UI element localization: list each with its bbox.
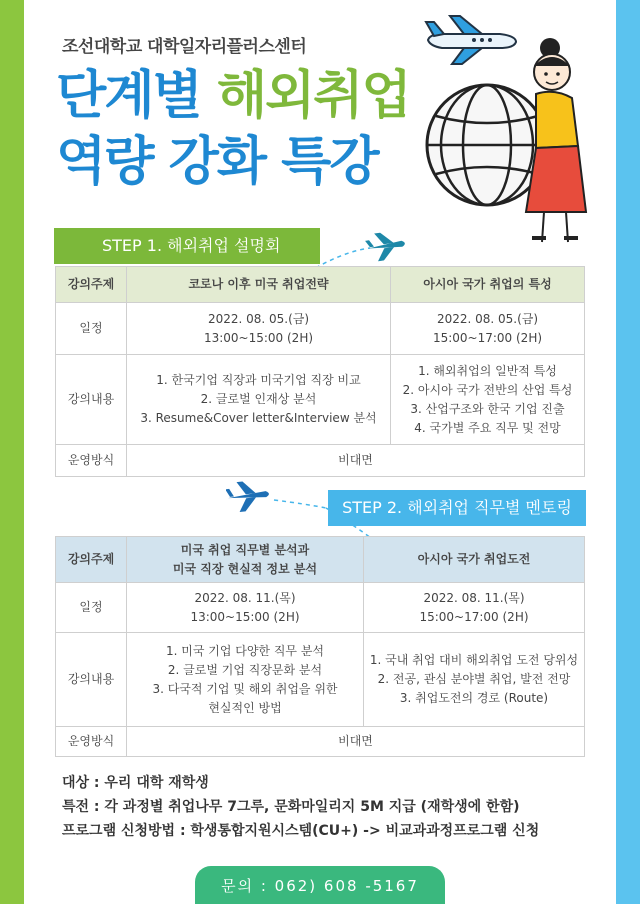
content-line: 2. 글로벌 인재상 분석 (200, 392, 317, 406)
content-line: 2. 아시아 국가 전반의 산업 특성 (402, 382, 573, 397)
table-row (56, 355, 585, 445)
table-row (56, 303, 585, 355)
step1-table (55, 266, 585, 477)
title-part2: 해외취업 (216, 66, 410, 126)
content-line: 3. Resume&Cover letter&Interview 분석 (140, 411, 377, 425)
schedule-date: 2022. 08. 11.(목) (194, 590, 296, 605)
row-label-topic: 강의주제 (56, 537, 127, 583)
step1-method: 비대면 (127, 445, 585, 477)
content-line: 3. 취업도전의 경로 (Route) (399, 691, 549, 705)
table-row (56, 633, 585, 727)
content-line: 1. 미국 기업 다양한 직무 분석 (165, 643, 325, 658)
step2-method: 비대면 (127, 727, 585, 757)
content-line: 3. 산업구조와 한국 기업 진출 (410, 401, 565, 416)
step2-schedule-1 (127, 583, 364, 633)
schedule-time: 13:00~15:00 (2H) (203, 330, 314, 345)
schedule-date: 2022. 08. 11.(목) (423, 590, 525, 605)
table-row (56, 267, 585, 303)
step2-content-1 (127, 633, 364, 727)
target-info: 대상 : 우리 대학 재학생 (62, 775, 209, 791)
row-label-schedule: 일정 (56, 303, 127, 355)
apply-info: 프로그램 신청방법 : 학생통합지원시스템(CU+) -> 비교과과정프로그램 신청 (62, 823, 540, 839)
step1-topic-2: 아시아 국가 취업의 특성 (391, 267, 585, 303)
step1-schedule-1 (127, 303, 391, 355)
schedule-date: 2022. 08. 05.(금) (207, 311, 310, 326)
step1-topic-1: 코로나 이후 미국 취업전략 (127, 267, 391, 303)
row-label-topic: 강의주제 (56, 267, 127, 303)
row-label-schedule: 일정 (56, 583, 127, 633)
schedule-time: 13:00~15:00 (2H) (190, 609, 300, 624)
left-green-stripe (0, 0, 24, 904)
content-line: 2. 글로벌 기업 직장문화 분석 (167, 662, 323, 677)
content-line: 1. 해외취업의 일반적 특성 (418, 363, 557, 378)
step2-banner: STEP 2. 해외취업 직무별 멘토링 (328, 490, 586, 526)
content-line: 1. 국내 취업 대비 해외취업 도전 당위성 (369, 653, 579, 667)
step2-topic-2: 아시아 국가 취업도전 (364, 537, 585, 583)
table-row (56, 583, 585, 633)
step2-topic-1 (127, 537, 364, 583)
row-label-content: 강의내용 (56, 355, 127, 445)
center-name: 조선대학교 대학일자리플러스센터 (62, 37, 307, 57)
row-label-method: 운영방식 (56, 445, 127, 477)
content-line: 1. 한국기업 직장과 미국기업 직장 비교 (156, 373, 361, 387)
woman-illustration (514, 36, 594, 246)
step1-content-2 (391, 355, 585, 445)
step1-schedule-2 (391, 303, 585, 355)
main-title-line1 (56, 66, 410, 126)
topic-line: 미국 직장 현실적 정보 분석 (172, 561, 318, 576)
content-line: 2. 전공, 관심 분야별 취업, 발전 전망 (377, 672, 571, 686)
schedule-time: 15:00~17:00 (2H) (419, 609, 529, 624)
title-part1: 단계별 (56, 66, 201, 126)
content-line: 3. 다국적 기업 및 해외 취업을 위한 (152, 681, 338, 696)
airplane-icon (420, 14, 520, 66)
schedule-date: 2022. 08. 05.(금) (436, 311, 539, 326)
right-blue-stripe (616, 0, 640, 904)
schedule-time: 15:00~17:00 (2H) (432, 330, 543, 345)
step2-schedule-2 (364, 583, 585, 633)
step1-banner: STEP 1. 해외취업 설명회 (54, 228, 320, 264)
step2-table (55, 536, 585, 757)
table-row (56, 445, 585, 477)
main-title-line2: 역량 강화 특강 (56, 132, 378, 192)
table-row (56, 727, 585, 757)
contact-banner: 문의 : 062) 608 -5167 (195, 866, 445, 904)
step1-content-1 (127, 355, 391, 445)
table-row (56, 537, 585, 583)
row-label-method: 운영방식 (56, 727, 127, 757)
content-line: 현실적인 방법 (208, 700, 282, 715)
topic-line: 미국 취업 직무별 분석과 (180, 542, 310, 557)
step2-content-2 (364, 633, 585, 727)
airplane-icon (226, 479, 270, 513)
row-label-content: 강의내용 (56, 633, 127, 727)
content-line: 4. 국가별 주요 직무 및 전망 (414, 420, 561, 435)
benefit-info: 특전 : 각 과정별 취업나무 7그루, 문화마일리지 5M 지급 (재학생에 한함) (62, 799, 520, 815)
